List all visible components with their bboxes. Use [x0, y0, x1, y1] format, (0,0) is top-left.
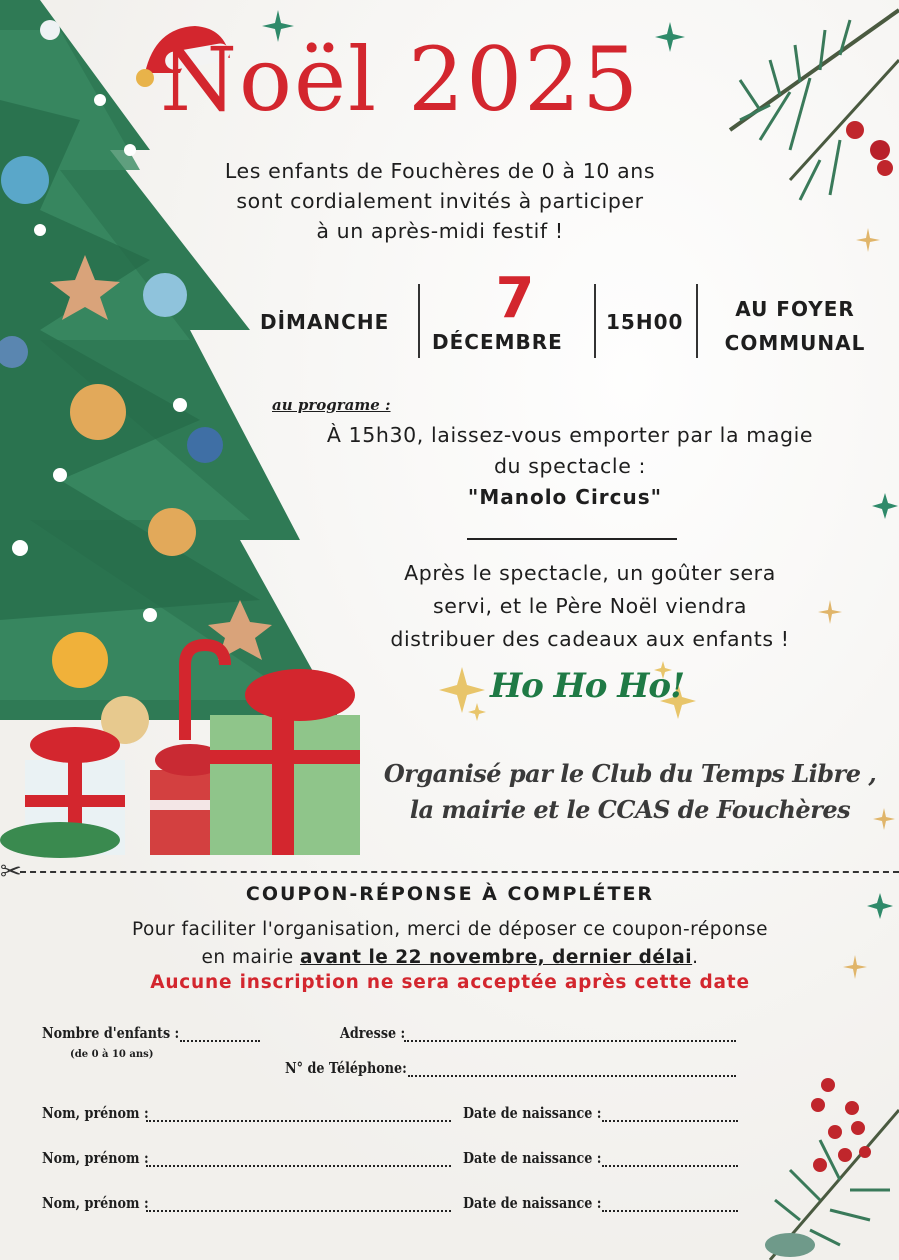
organizer-text — [380, 756, 880, 828]
organizer-line-2: la mairie et le CCAS de Fouchères — [409, 795, 851, 824]
event-place-line-2: COMMUNAL — [724, 331, 866, 355]
warning-text: Aucune inscription ne sera acceptée après cette date — [150, 972, 750, 993]
after-line-3: distribuer des cadeaux aux enfants ! — [390, 627, 790, 651]
event-date-number: 7 — [495, 266, 535, 331]
cut-line — [20, 871, 899, 873]
divider — [594, 284, 596, 358]
event-place — [710, 292, 880, 360]
page-title: Noël 2025 — [160, 28, 641, 131]
coupon-line-1: Pour faciliter l'organisation, merci de déposer ce coupon-réponse — [131, 919, 769, 940]
divider — [418, 284, 420, 358]
event-place-line-1: AU FOYER — [735, 297, 855, 321]
phone-field[interactable] — [408, 1075, 736, 1077]
name-field[interactable] — [146, 1120, 451, 1122]
coupon-line-2 — [40, 944, 860, 972]
birth-field[interactable] — [602, 1165, 738, 1167]
show-name: "Manolo Circus" — [467, 485, 663, 509]
intro-line-2: sont cordialement invités à participer — [236, 189, 644, 213]
program-line-1: À 15h30, laissez-vous emporter par la magie — [326, 423, 814, 447]
coupon-line-2-prefix: en mairie — [201, 947, 300, 968]
program-line-2: du spectacle : — [493, 454, 647, 478]
name-label: Nom, prénom : — [42, 1104, 149, 1122]
address-field[interactable] — [404, 1040, 736, 1042]
program-text — [270, 420, 870, 482]
coupon-title: COUPON-RÉPONSE À COMPLÉTER — [245, 883, 655, 905]
event-time: 15H00 — [606, 310, 684, 334]
separator-line — [467, 538, 677, 540]
phone-label: N° de Téléphone: — [285, 1059, 407, 1077]
birth-label: Date de naissance : — [463, 1149, 602, 1167]
hohoho-text: Ho Ho Ho! — [490, 666, 685, 706]
coupon-line-2-suffix: . — [692, 947, 699, 968]
divider — [696, 284, 698, 358]
event-info-row — [250, 266, 880, 362]
age-note: (de 0 à 10 ans) — [70, 1049, 154, 1060]
title-block — [160, 28, 740, 138]
children-count-label: Nombre d'enfants : — [42, 1024, 180, 1042]
after-line-1: Après le spectacle, un goûter sera — [404, 561, 776, 585]
name-label: Nom, prénom : — [42, 1149, 149, 1167]
organizer-line-1: Organisé par le Club du Temps Libre , — [383, 759, 877, 788]
intro-text — [170, 156, 710, 246]
birth-label: Date de naissance : — [463, 1194, 602, 1212]
children-count-field[interactable] — [180, 1040, 260, 1042]
event-day: DİMANCHE — [260, 310, 390, 334]
deadline-text: avant le 22 novembre, dernier délai — [299, 947, 693, 968]
address-label: Adresse : — [340, 1024, 406, 1042]
event-month: DÉCEMBRE — [432, 330, 563, 354]
name-field[interactable] — [146, 1210, 451, 1212]
name-label: Nom, prénom : — [42, 1194, 149, 1212]
name-field[interactable] — [146, 1165, 451, 1167]
birth-field[interactable] — [602, 1120, 738, 1122]
birth-label: Date de naissance : — [463, 1104, 602, 1122]
intro-line-3: à un après-midi festif ! — [316, 219, 564, 243]
birth-field[interactable] — [602, 1210, 738, 1212]
after-show-text — [320, 557, 860, 656]
after-line-2: servi, et le Père Noël viendra — [432, 594, 748, 618]
intro-line-1: Les enfants de Fouchères de 0 à 10 ans — [224, 159, 656, 183]
program-label: au programe : — [272, 396, 391, 414]
scissors-icon: ✂ — [0, 857, 22, 887]
coupon-instructions — [40, 916, 860, 972]
